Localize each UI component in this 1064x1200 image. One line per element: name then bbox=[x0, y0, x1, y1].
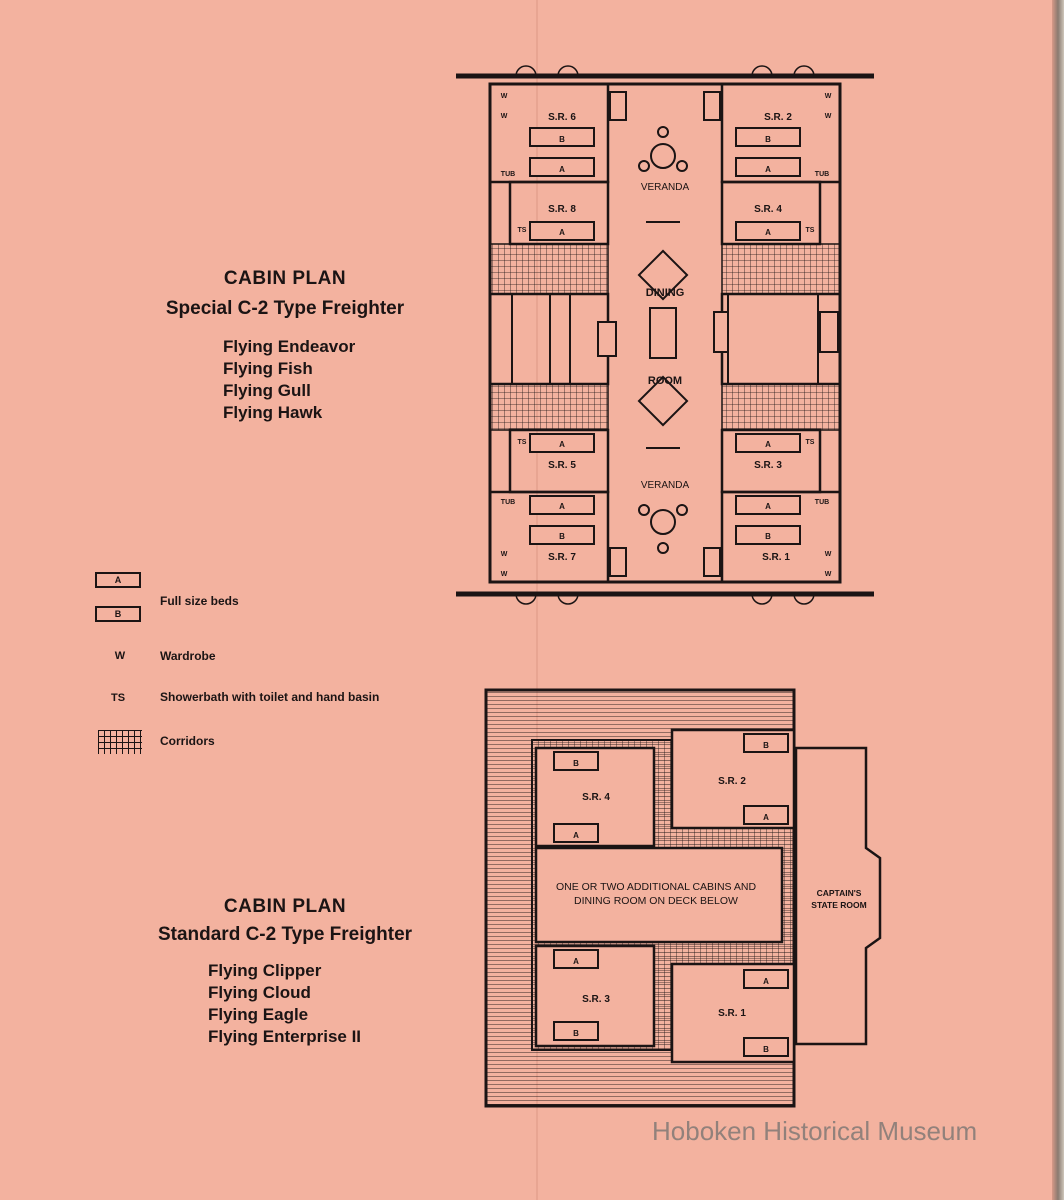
ship-name: Flying Fish bbox=[223, 359, 313, 378]
wardrobe-label: W bbox=[500, 551, 508, 558]
chair-icon bbox=[610, 548, 626, 576]
standard-floor-plan bbox=[484, 688, 884, 1112]
showerbath-label: TS bbox=[805, 439, 815, 446]
veranda-label: VERANDA bbox=[640, 182, 690, 193]
wardrobe-label: W bbox=[500, 571, 508, 578]
special-floor-plan bbox=[450, 62, 880, 608]
legend-wardrobe-label: Wardrobe bbox=[160, 649, 216, 663]
room-label: S.R. 6 bbox=[548, 112, 576, 123]
note-line-2: DINING ROOM ON DECK BELOW bbox=[574, 895, 738, 907]
wardrobe-label: W bbox=[824, 113, 832, 120]
room-label: S.R. 5 bbox=[548, 460, 576, 471]
corridor bbox=[490, 384, 608, 430]
wardrobe-label: W bbox=[824, 93, 832, 100]
room-label: S.R. 8 bbox=[548, 204, 576, 215]
note-line-1: ONE OR TWO ADDITIONAL CABINS AND bbox=[555, 881, 757, 893]
chair-icon bbox=[658, 543, 668, 553]
ship-name: Flying Gull bbox=[223, 381, 311, 400]
tub-label: TUB bbox=[814, 499, 830, 506]
chair-icon bbox=[704, 92, 720, 120]
chair-icon bbox=[610, 92, 626, 120]
legend-wardrobe-symbol: W bbox=[114, 650, 126, 662]
veranda-label: VERANDA bbox=[640, 480, 690, 491]
bed-label: A bbox=[765, 502, 771, 511]
bed-label: B bbox=[559, 532, 565, 541]
legend-bed-b: B bbox=[95, 606, 141, 622]
chair-icon bbox=[704, 548, 720, 576]
corridor bbox=[722, 384, 840, 430]
bed-label: B bbox=[573, 759, 579, 768]
captain-label-2: STATE ROOM bbox=[811, 900, 867, 910]
table-icon bbox=[714, 312, 728, 352]
tub-label: TUB bbox=[500, 171, 516, 178]
legend-showerbath-label: Showerbath with toilet and hand basin bbox=[160, 690, 380, 704]
standard-ship-list bbox=[208, 960, 361, 1048]
bed-label: B bbox=[763, 741, 769, 750]
bed-label: A bbox=[765, 228, 771, 237]
bed-label: A bbox=[559, 228, 565, 237]
bed-label: A bbox=[763, 977, 769, 986]
room-label: S.R. 1 bbox=[762, 552, 790, 563]
bed-label: B bbox=[559, 135, 565, 144]
legend-corridors-label: Corridors bbox=[160, 734, 215, 748]
chair-icon bbox=[639, 161, 649, 171]
showerbath-label: TS bbox=[805, 227, 815, 234]
tub-label: TUB bbox=[814, 171, 830, 178]
room-label: S.R. 3 bbox=[754, 460, 782, 471]
ship-name: Flying Eagle bbox=[208, 1005, 309, 1024]
bed-label: A bbox=[765, 165, 771, 174]
bed-label: A bbox=[559, 165, 565, 174]
ship-name: Flying Cloud bbox=[208, 983, 311, 1002]
bed-label: B bbox=[573, 1029, 579, 1038]
bed-label: A bbox=[573, 957, 579, 966]
standard-plan-subtitle: Standard C-2 Type Freighter bbox=[157, 924, 413, 945]
wardrobe-label: W bbox=[500, 113, 508, 120]
legend-showerbath-symbol: TS bbox=[110, 692, 126, 704]
bed-label: A bbox=[559, 502, 565, 511]
corridor bbox=[490, 244, 608, 294]
corridor bbox=[722, 244, 840, 294]
room-name-label: ROOM bbox=[647, 375, 683, 387]
bed-label: A bbox=[763, 813, 769, 822]
room-label: S.R. 7 bbox=[548, 552, 576, 563]
bed-label: A bbox=[559, 440, 565, 449]
ship-name: Flying Enterprise II bbox=[208, 1027, 362, 1046]
room-label: S.R. 2 bbox=[764, 112, 792, 123]
room-label: S.R. 4 bbox=[754, 204, 782, 215]
showerbath-label: TS bbox=[517, 227, 527, 234]
ship-name: Flying Hawk bbox=[223, 403, 323, 422]
bed-label: B bbox=[765, 135, 771, 144]
room-label: S.R. 2 bbox=[718, 776, 746, 787]
dining-label: DINING bbox=[645, 287, 685, 299]
chair-icon bbox=[639, 505, 649, 515]
bed-label: A bbox=[573, 831, 579, 840]
tub-label: TUB bbox=[500, 499, 516, 506]
showerbath-label: TS bbox=[517, 439, 527, 446]
chair-icon bbox=[677, 505, 687, 515]
dining-furniture bbox=[610, 92, 728, 576]
page-edge bbox=[1052, 0, 1064, 1200]
watermark: Hoboken Historical Museum bbox=[652, 1116, 978, 1146]
room-label: S.R. 3 bbox=[582, 994, 610, 1005]
special-ship-list bbox=[223, 336, 355, 424]
chair-icon bbox=[677, 161, 687, 171]
legend-corridor-swatch bbox=[98, 730, 142, 754]
wardrobe-label: W bbox=[824, 551, 832, 558]
table-icon bbox=[651, 510, 675, 534]
legend-beds-label: Full size beds bbox=[160, 594, 239, 608]
room-label: S.R. 1 bbox=[718, 1008, 746, 1019]
ship-name: Flying Endeavor bbox=[223, 337, 356, 356]
wardrobe-label: W bbox=[500, 93, 508, 100]
special-plan-title: CABIN PLAN bbox=[223, 268, 347, 289]
chair-icon bbox=[658, 127, 668, 137]
wardrobe-label: W bbox=[824, 571, 832, 578]
standard-plan-title: CABIN PLAN bbox=[223, 896, 347, 917]
bed-label: B bbox=[763, 1045, 769, 1054]
special-plan-subtitle: Special C-2 Type Freighter bbox=[165, 298, 405, 319]
captain-label-1: CAPTAIN'S bbox=[816, 888, 862, 898]
room-label: S.R. 4 bbox=[582, 792, 610, 803]
table-icon bbox=[651, 144, 675, 168]
table-icon bbox=[650, 308, 676, 358]
bed-label: A bbox=[765, 440, 771, 449]
ship-name: Flying Clipper bbox=[208, 961, 322, 980]
bed-label: B bbox=[765, 532, 771, 541]
legend-bed-a: A bbox=[95, 572, 141, 588]
